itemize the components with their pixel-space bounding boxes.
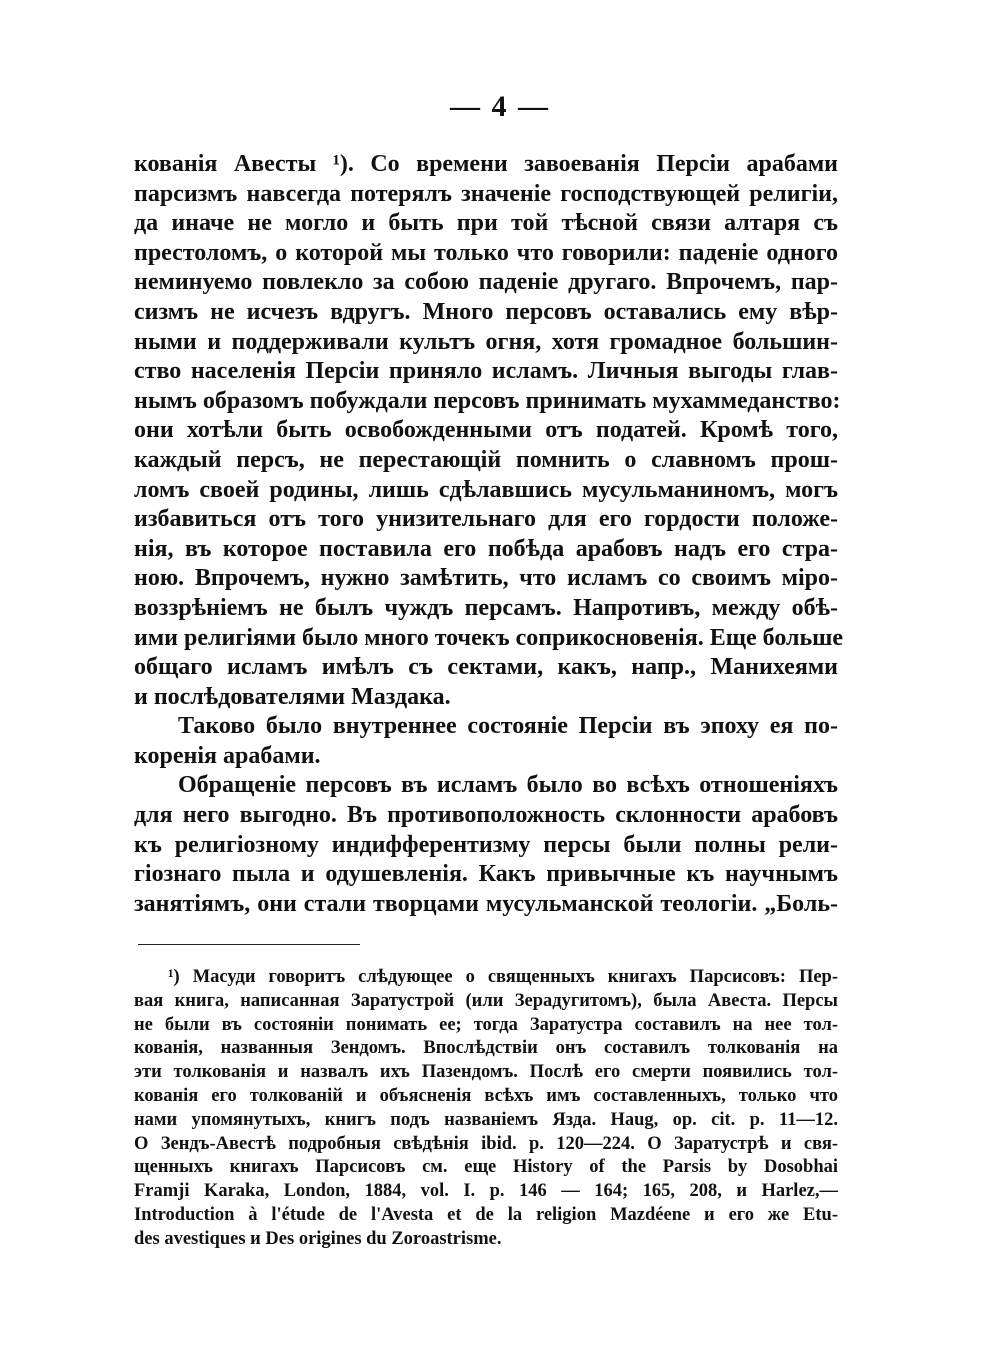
text-line: сизмъ не исчезъ вдругъ. Много персовъ оставались ему вѣр- — [134, 298, 838, 325]
footnote-line: щенныхъ книгахъ Парсисовъ см. еще History of the Parsis by Dosobhai — [134, 1157, 838, 1178]
text-line: нія, въ которое поставила его побѣда арабовъ надъ его стра- — [134, 535, 838, 562]
text-line: для него выгодно. Въ противоположность склонности арабовъ — [134, 802, 838, 829]
text-line: и послѣдователями Маздака. — [134, 683, 451, 710]
footnote-line: нами упомянутыхъ, книгъ подъ названіемъ Язда. Haug, op. cit. p. 11—12. — [134, 1109, 838, 1130]
text-line: общаго исламъ имѣлъ съ сектами, какъ, напр., Манихеями — [134, 654, 838, 681]
text-line: они хотѣли быть освобожденными отъ податей. Кромѣ того, — [134, 417, 838, 444]
footnote-line: вая книга, написанная Заратустрой (или Зерадугитомъ), была Авеста. Персы — [134, 990, 838, 1011]
footnote-line: кованія его толкованій и объясненія всѣхъ имъ составленныхъ, только что — [134, 1085, 838, 1106]
text-line: престоломъ, о которой мы только что говорили: паденіе одного — [134, 239, 838, 266]
footnote-line: ¹) Масуди говоритъ слѣдующее о священныхъ книгахъ Парсисовъ: Пер- — [168, 967, 838, 987]
footnote — [134, 966, 838, 1252]
footnote-line: О Зендъ-Авестѣ подробныя свѣдѣнія ibid. p. 120—224. О Заратустрѣ и свя- — [134, 1133, 838, 1154]
text-line: занятіямъ, они стали творцами мусульманской теологіи. „Боль- — [134, 890, 838, 917]
text-line: ство населенія Персіи приняло исламъ. Личныя выгоды глав- — [134, 358, 838, 385]
text-line: ими религіями было много точекъ соприкосновенія. Еще больше — [134, 624, 844, 651]
text-line: Таково было внутреннее состояніе Персіи въ эпоху ея по- — [178, 713, 838, 740]
text-line: Обращеніе персовъ въ исламъ было во всѣхъ отношеніяхъ — [178, 772, 838, 799]
footnote-line: эти толкованія и назвалъ ихъ Пазендомъ. Послѣ его смерти появились тол- — [134, 1062, 838, 1083]
text-line: парсизмъ навсегда потерялъ значеніе господствующей религіи, — [134, 180, 838, 207]
text-line: кованія Авесты ¹). Со времени завоеванія Персіи арабами — [134, 151, 838, 177]
footnote-line: кованія, названныя Зендомъ. Впослѣдствіи онъ составилъ толкованія на — [134, 1038, 838, 1059]
footnote-line: не были въ состояніи понимать ее; тогда Заратустра составилъ на нее тол- — [134, 1014, 838, 1035]
text-line: да иначе не могло и быть при той тѣсной связи алтаря съ — [134, 210, 838, 237]
text-line: каждый персъ, не перестающій помнить о славномъ прош- — [134, 446, 838, 473]
text-line: къ религіозному индифферентизму персы были полны рели- — [134, 831, 838, 858]
text-line: неминуемо повлекло за собою паденіе другаго. Впрочемъ, пар- — [134, 269, 838, 296]
text-line: ными и поддерживали культъ огня, хотя громадное большин- — [134, 328, 838, 355]
text-line: нымъ образомъ побуждали персовъ принимать мухаммеданство: — [134, 387, 841, 414]
footnote-divider — [138, 944, 360, 945]
text-line: гіознаго пыла и одушевленія. Какъ привычные къ научнымъ — [134, 861, 838, 888]
text-line: избавиться отъ того унизительнаго для его гордости положе- — [134, 506, 838, 533]
text-line: ною. Впрочемъ, нужно замѣтить, что исламъ со своимъ міро- — [134, 565, 838, 592]
text-line: коренія арабами. — [134, 742, 321, 769]
footnote-line: Introduction à l'étude de l'Avesta et de la religion Mazdéene и его же Etu- — [134, 1204, 838, 1225]
text-line: ломъ своей родины, лишь сдѣлавшись мусульманиномъ, могъ — [134, 476, 838, 503]
footnote-line: des avestiques и Des origines du Zoroastrisme. — [134, 1228, 502, 1249]
footnote-line: Framji Karaka, London, 1884, vol. I. p. 146 — 164; 165, 208, и Harlez,— — [134, 1181, 838, 1202]
main-text — [134, 150, 844, 919]
page-number: — 4 — — [450, 90, 550, 123]
text-line: воззрѣніемъ не былъ чуждъ персамъ. Напротивъ, между обѣ- — [134, 594, 838, 621]
